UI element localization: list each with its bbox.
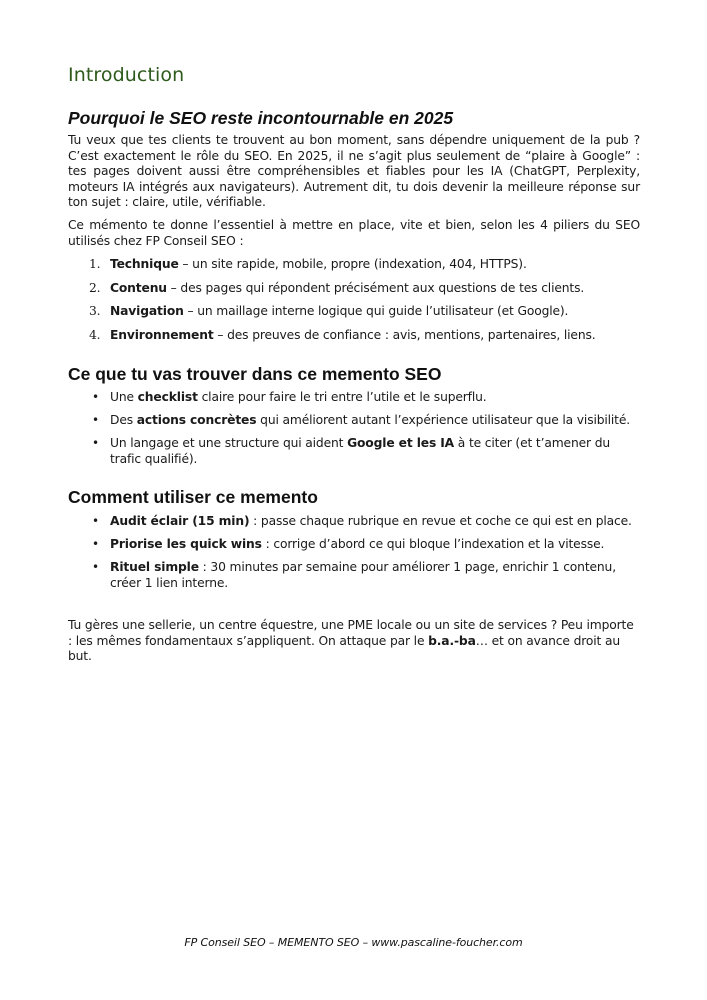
section-heading-usage: Comment utiliser ce memento [68, 487, 318, 507]
usage-list [68, 514, 640, 599]
pillars-list [68, 257, 640, 351]
list-item: • Une checklist claire pour faire le tri entre l’utile et le superflu. [92, 390, 487, 404]
closing-paragraph: Tu gères une sellerie, un centre équestre, une PME locale ou un site de services ? Peu importe : les mêmes fondamentaux s’appliquent. On attaque par le b.a.-ba… et on avance droit au but. [68, 618, 634, 664]
pillar-item [68, 304, 640, 328]
list-item: • Un langage et une structure qui aident Google et les IA à te citer (et t’amener du trafic qualifié). [92, 436, 611, 466]
list-number: 1. [89, 257, 101, 271]
pillar-item [68, 328, 640, 352]
list-item: • Rituel simple : 30 minutes par semaine pour améliorer 1 page, enrichir 1 contenu, créer 1 lien interne. [92, 560, 616, 590]
pillar-item [68, 257, 640, 281]
bullet-icon: • [92, 537, 99, 552]
bullet-icon: • [92, 514, 99, 528]
bullet-icon: • [92, 436, 99, 451]
page-footer: FP Conseil SEO – MEMENTO SEO – www.pascaline-foucher.com [184, 936, 523, 949]
section-heading-contents: Ce que tu vas trouver dans ce memento SEO [68, 364, 442, 384]
list-number: 3. [89, 304, 101, 318]
pillar-desc: – des preuves de confiance : avis, mentions, partenaires, liens. [213, 327, 596, 342]
list-number: 4. [89, 327, 101, 342]
pillar-name: Environnement [110, 327, 214, 342]
pillar-desc: – un maillage interne logique qui guide l’utilisateur (et Google). [183, 304, 569, 318]
bullet-icon: • [92, 390, 99, 404]
section-heading-why-seo: Pourquoi le SEO reste incontournable en 2025 [68, 108, 454, 128]
list-item: • Priorise les quick wins : corrige d’abord ce qui bloque l’indexation et la vitesse. [92, 537, 605, 552]
pillar-desc: – un site rapide, mobile, propre (indexation, 404, HTTPS). [178, 257, 527, 271]
bullet-icon: • [92, 560, 99, 575]
list-item: • Des actions concrètes qui améliorent autant l’expérience utilisateur que la visibilité. [92, 413, 631, 428]
contents-list [68, 390, 640, 475]
page-title: Introduction [68, 64, 185, 86]
pillar-name: Navigation [110, 304, 184, 318]
bullet-icon: • [92, 413, 99, 428]
list-item: • Audit éclair (15 min) : passe chaque rubrique en revue et coche ce qui est en place. [92, 514, 632, 528]
list-number: 2. [89, 280, 101, 295]
pillar-desc: – des pages qui répondent précisément aux questions de tes clients. [166, 280, 585, 295]
pillar-item [68, 281, 640, 305]
pillar-name: Contenu [110, 280, 167, 295]
pillar-name: Technique [110, 257, 179, 271]
intro-paragraph: Tu veux que tes clients te trouvent au bon moment, sans dépendre uniquement de la pub ? C’est exactement le rôle du SEO. En 2025, il ne s’agit plus seulement de “plaire à Google” : tes pages doivent aussi être compréhensibles et fiables pour les IA (ChatGPT, Perplexity, moteurs IA intégrés aux navigateurs). Autrement dit, tu dois devenir la meilleure réponse sur ton sujet : claire, utile, vérifiable. [68, 133, 640, 210]
pillars-intro-paragraph: Ce mémento te donne l’essentiel à mettre en place, vite et bien, selon les 4 piliers du SEO utilisés chez FP Conseil SEO : [68, 218, 640, 248]
